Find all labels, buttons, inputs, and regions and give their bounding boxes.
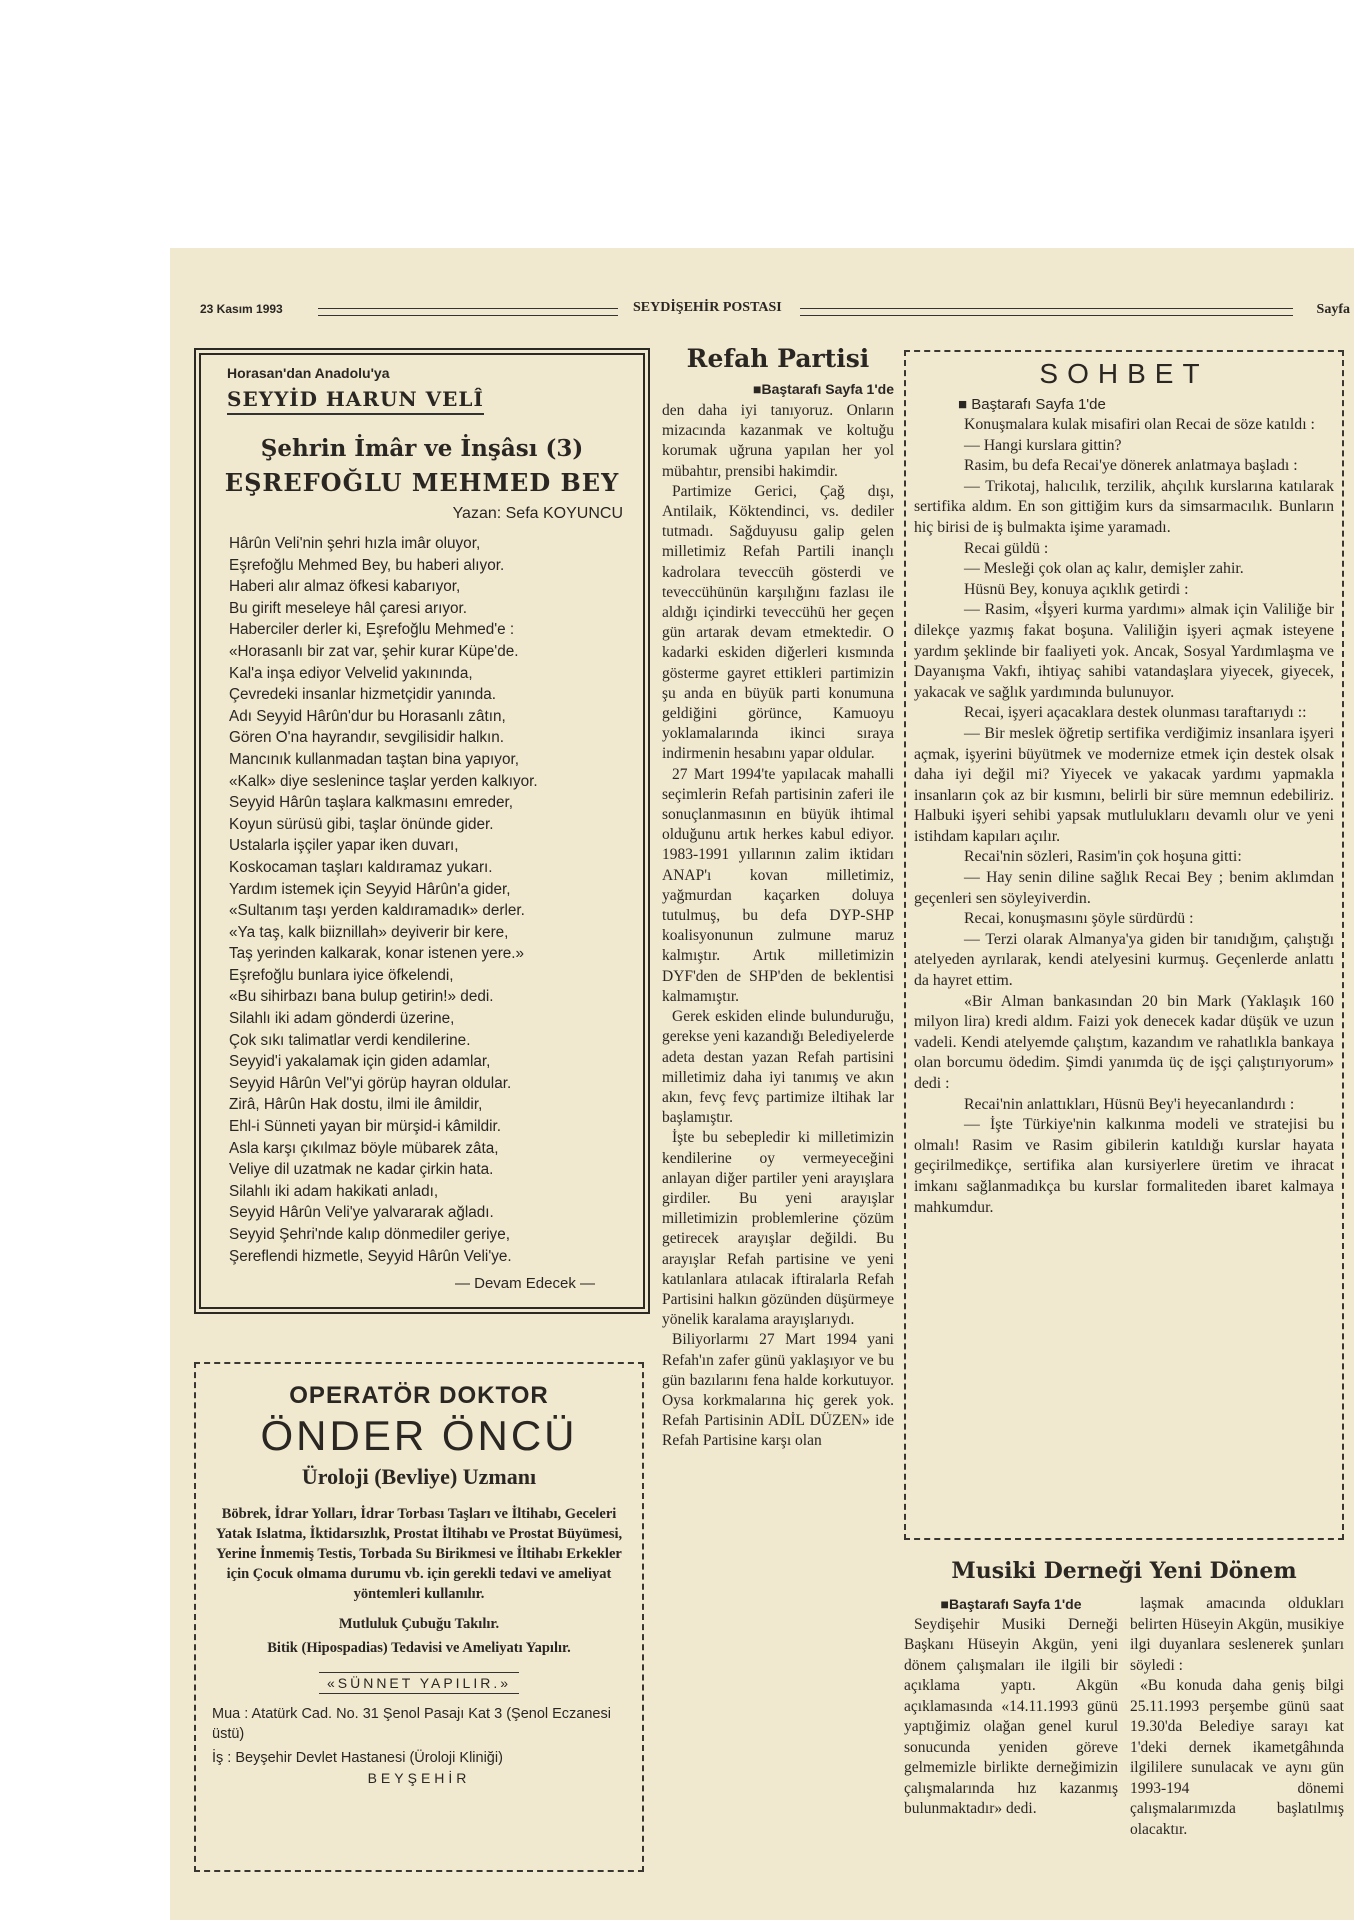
sohbet-paragraph: Recai'nin sözleri, Rasim'in çok hoşuna gitti: bbox=[964, 848, 1242, 866]
ad-services: Böbrek, İdrar Yolları, İdrar Torbası Taşları ve İltihabı, Geceleri Yatak Islatma, İktidarsızlık, Prostat İltihabı ve Prostat Büyümesi, Yerine İnmemiş Testis, Torbada Su Birikmesi ve İltihabı Erkekler için Çocuk olmama durumu vb. için gerekli tedavi ve ameliyat yöntemleri kullanılır. bbox=[215, 1506, 623, 1602]
poem-heading: SEYYİD HARUN VELÎ bbox=[227, 387, 484, 415]
poem-line: «Horasanlı bir zat var, şehir kurar Küpe'de. bbox=[229, 642, 519, 660]
refah-title: Refah Partisi bbox=[686, 344, 870, 373]
poem-line: Seyyid Hârûn Veli'ye yalvararak ağladı. bbox=[229, 1204, 494, 1222]
poem-line: «Kalk» diye seslenince taşlar yerden kalkıyor. bbox=[229, 772, 538, 790]
sohbet-paragraph: Recai güldü : bbox=[964, 539, 1049, 557]
sohbet-paragraph: — Hangi kurslara gittin? bbox=[964, 436, 1122, 454]
poem-line: «Sultanım taşı yerden kaldıramadık» derler. bbox=[229, 902, 525, 920]
ad-doctor-name: ÖNDER ÖNCÜ bbox=[260, 1412, 578, 1459]
poem-line: Koyun sürüsü gibi, taşlar önünde gider. bbox=[229, 815, 494, 833]
sohbet-title: SOHBET bbox=[1039, 358, 1209, 389]
poem-line: «Bu sihirbazı bana bulup getirin!» dedi. bbox=[229, 988, 494, 1006]
sohbet-paragraph: — Mesleği çok olan aç kalır, demişler zahir. bbox=[964, 560, 1244, 578]
refah-paragraph: den daha iyi tanıyoruz. Onların mizacında kazanmak ve koltuğu korumak uğruna yapılan her yol mübahtır, prensibi hakimdir. bbox=[662, 402, 894, 480]
refah-paragraph: İşte bu sebepledir ki milletimizin kendilerine oy vermeyeceğini anlayan diğer partiler yeni arayışlara girdiler. Bu yeni arayışlar milletimizin problemlerine çözüm getirecek arayışlar değildi. Bu arayışlar Refah partisine ve yeni katılanlara atılacak iftiralarla Refah Partisini halkın gözünden düşürmeye yönelik karalama arayışlarıydı. bbox=[662, 1129, 894, 1329]
sohbet-paragraph: Rasim, bu defa Recai'ye dönerek anlatmaya başladı : bbox=[964, 457, 1298, 475]
newspaper-title: SEYDİŞEHİR POSTASI bbox=[633, 300, 782, 315]
ad-sunnet: «SÜNNET YAPILIR.» bbox=[319, 1672, 519, 1694]
sohbet-paragraph: — Hay senin diline sağlık Recai Bey ; benim aklımdan geçenleri sen söyleyiverdin. bbox=[914, 869, 1334, 907]
poem-kicker: Horasan'dan Anadolu'ya bbox=[227, 365, 390, 381]
masthead-rule-left bbox=[318, 308, 618, 316]
sohbet-paragraph: Recai, konuşmasını şöyle sürdürdü : bbox=[964, 910, 1194, 928]
poem-line: Veliye dil uzatmak ne kadar çirkin hata. bbox=[229, 1161, 494, 1179]
poem-line: Seyyid Hârûn taşlara kalkmasını emreder, bbox=[229, 794, 513, 812]
masthead-rule-right bbox=[800, 308, 1293, 316]
poem-line: Eşrefoğlu Mehmed Bey, bu haberi alıyor. bbox=[229, 556, 505, 574]
masthead bbox=[200, 300, 1350, 320]
poem-line: Koskocaman taşları kaldıramaz yukarı. bbox=[229, 858, 493, 876]
musiki-title: Musiki Derneği Yeni Dönem bbox=[951, 1558, 1297, 1584]
poem-line: Ustalarla işçiler yapar iken duvarı, bbox=[229, 837, 459, 855]
sohbet-paragraph: — İşte Türkiye'nin kalkınma modeli ve stratejisi bu olmalı! Rasim ve Rasim gibilerin katıldığı kurslar hayata geçirilmedikçe, sertifika alan kursiyerlere üretim ve ihracat imkanı sağlanmadıkça bu kurslar formaliteden ibaret kalmaya mahkumdur. bbox=[914, 1116, 1334, 1216]
poem-lines bbox=[229, 533, 629, 1267]
sohbet-paragraph: Hüsnü Bey, konuya açıklık getirdi : bbox=[964, 580, 1189, 598]
poem-line: Eşrefoğlu bunlara iyice öfkelendi, bbox=[229, 966, 454, 984]
poem-subheading-2: EŞREFOĞLU MEHMED BEY bbox=[224, 468, 620, 497]
poem-line: Yardım istemek için Seyyid Hârûn'a gider, bbox=[229, 880, 511, 898]
poem-line: Bu girift meseleye hâl çaresi arıyor. bbox=[229, 599, 468, 617]
musiki-article bbox=[904, 1558, 1344, 1840]
ad-services-3: Bitik (Hipospadias) Tedavisi ve Ameliyatı Yapılır. bbox=[267, 1640, 571, 1656]
issue-date: 23 Kasım 1993 bbox=[200, 302, 283, 316]
sohbet-body bbox=[914, 415, 1334, 1218]
ad-address-1: Mua : Atatürk Cad. No. 31 Şenol Pasajı Kat 3 (Şenol Eczanesi üstü) bbox=[212, 1706, 611, 1742]
musiki-paragraph-3: «Bu konuda daha geniş bilgi 25.11.1993 perşembe günü saat 19.30'da Belediye sarayı kat 1'deki dernek ikametgâhında ilgililere sunulacak ve aynı gün 1993-194 dönemi çalışmalarımızda başlatılmış olacaktır. bbox=[1130, 1677, 1344, 1838]
refah-paragraph: Partimize Gerici, Çağ dışı, Antilaik, Köktendinci, vs. dediler tutmadı. Sağduyusu galip gelen milletimiz Refah Partili inançlı kadrolara teveccüh gösterdi ve teveccühünün karşılığını fazlası ile aldığı içindirki teveccühü her geçen gün artarak devam etmektedir. O kadarki eskiden diğerleri kısmında gösterme gayret ettikleri partimizin şu anda en büyük parti konumuna geldiğini görünce, Kamuoyu yoklamalarında ikinci sıraya indirmenin hesabını yapar oldular. bbox=[662, 482, 894, 763]
musiki-column-2 bbox=[1130, 1594, 1344, 1840]
poem-line: Ehl-i Sünneti yayan bir mürşid-i kâmildir. bbox=[229, 1118, 502, 1136]
ad-specialty: Üroloji (Bevliye) Uzmanı bbox=[301, 1464, 537, 1489]
musiki-paragraph-1: Seydişehir Musiki Derneği Başkanı Hüseyin Akgün, yeni dönem çalışmaları ile ilgili bir açıklama yaptı. Akgün açıklamasında «14.11.1993 günü yaptığimiz olağan genel kurul sonucunda yeniden göreve gelmemizle birlikte derneğimizin çalışmalarında hız kazanmış bulunmaktadır» dedi. bbox=[904, 1615, 1118, 1817]
sohbet-paragraph: — Bir meslek öğretip sertifika verdiğimiz insanlara işyeri açmak, işyerini büyütmek ve modernize etmek için destek olsak daha iyi değil mi? Yiyecek ve yakacak yardımı yapmakla insanların çok az bir kısmını, belirli bir süre memnun edebiliriz. Halbuki işyeri sehibi yapsak mutluluklarıı devamlı olur ve yeni istihdam kapıları açılır. bbox=[914, 724, 1334, 845]
poem-line: Kal'a inşa ediyor Velvelid yakınında, bbox=[229, 664, 473, 682]
ad-title: OPERATÖR DOKTOR bbox=[289, 1382, 549, 1409]
poem-article bbox=[194, 348, 650, 1314]
poem-line: Seyyid Şehri'nde kalıp dönmediler geriye, bbox=[229, 1226, 510, 1243]
poem-line: Seyyid'i yakalamak için giden adamlar, bbox=[229, 1053, 491, 1071]
ad-services-2: Mutluluk Çubuğu Takılır. bbox=[338, 1616, 500, 1632]
poem-line: Asla karşı çıkılmaz böyle mübarek zâta, bbox=[229, 1139, 499, 1157]
poem-line: Haberi alır almaz öfkesi kabarıyor, bbox=[229, 578, 461, 596]
poem-line: Gören O'na hayrandır, sevgilisidir halkın. bbox=[229, 729, 505, 747]
sohbet-paragraph: Recai, işyeri açacaklara destek olunması taraftarıydı :: bbox=[964, 704, 1307, 722]
poem-subheading: Şehrin İmâr ve İnşâsı (3) bbox=[260, 435, 584, 462]
refah-continued-from: ■Baştarafı Sayfa 1'de bbox=[753, 381, 894, 397]
sohbet-article bbox=[904, 350, 1344, 1540]
sohbet-paragraph: — Terzi olarak Almanya'ya giden bir tanıdığım, çalıştığı atelyeden ayrılarak, kendi atelyesini kurmuş. Geçenlerde anlattı da hayret ettim. bbox=[914, 930, 1334, 990]
musiki-continued-from: ■Baştarafı Sayfa 1'de bbox=[940, 1596, 1082, 1612]
sohbet-paragraph: Konuşmalara kulak misafiri olan Recai de söze katıldı : bbox=[964, 416, 1315, 433]
ad-city: BEYŞEHİR bbox=[367, 1770, 471, 1786]
doctor-advertisement bbox=[194, 1362, 644, 1872]
musiki-column-1 bbox=[904, 1594, 1118, 1840]
poem-line: «Ya taş, kalk biiznillah» deyiverir bir kere, bbox=[229, 923, 509, 941]
page-label: Sayfa bbox=[1316, 302, 1350, 317]
refah-body bbox=[662, 401, 894, 1452]
poem-continued: — Devam Edecek — bbox=[454, 1275, 595, 1293]
poem-line: Taş yerinden kalkarak, konar istenen yere.» bbox=[229, 945, 525, 963]
poem-line: Şereflendi hizmetle, Seyyid Hârûn Veli'ye. bbox=[229, 1247, 512, 1265]
poem-line: Çevredeki insanlar hizmetçidir yanında. bbox=[229, 686, 496, 704]
poem-byline: Yazan: Sefa KOYUNCU bbox=[452, 505, 623, 522]
sohbet-continued-from: ■ Baştarafı Sayfa 1'de bbox=[958, 396, 1106, 413]
newspaper-page bbox=[170, 248, 1354, 1920]
poem-line: Silahlı iki adam hakikati anladı, bbox=[229, 1182, 439, 1200]
poem-line: Zirâ, Hârûn Hak dostu, ilmi ile âmildir, bbox=[229, 1096, 483, 1114]
poem-line: Hârûn Veli'nin şehri hızla imâr oluyor, bbox=[229, 535, 481, 552]
sohbet-paragraph: — Rasim, «İşyeri kurma yardımı» almak için Valiliğe bir dilekçe yazmış fakat boşuna. Valiliğin işyeri açmak isteyene yardım şeklinde bir faaliyeti yok. Ancak, Sosyal Yardımlaşma ve Dayanışma Vakfı, ihtiyaç sahibi vatandaşlara yiyecek, giyecek, yakacak ve sağlık yardımında bulunuyor. bbox=[914, 601, 1334, 701]
ad-address-2: İş : Beyşehir Devlet Hastanesi (Üroloji Kliniği) bbox=[212, 1750, 503, 1766]
poem-line: Haberciler derler ki, Eşrefoğlu Mehmed'e : bbox=[229, 621, 515, 639]
musiki-paragraph-2: laşmak amacında oldukları belirten Hüseyin Akgün, musikiye ilgi duyanlara seslenerek şunları söyledi : bbox=[1130, 1595, 1344, 1674]
refah-paragraph: Biliyorlarmı 27 Mart 1994 yani Refah'ın zafer günü yaklaşıyor ve bu gün bazılarını fena halde korkutuyor. Oysa korkmalarına hiç gerek yok. Refah Partisinin ADİL DÜZEN» ide Refah Partisine karşı olan bbox=[662, 1331, 894, 1450]
sohbet-paragraph: — Trikotaj, halıcılık, terzilik, ahçılık kurslarına katılarak sertifika aldım. En son gittiğim kurs da simsarmacılık. Bunların hiç birisi de iş bulmakta işime yaramadı. bbox=[914, 477, 1334, 536]
poem-line: Seyyid Hârûn Vel''yi görüp hayran oldular. bbox=[229, 1074, 512, 1092]
poem-line: Mancınık kullanmadan taştan bina yapıyor, bbox=[229, 750, 519, 768]
poem-line: Silahlı iki adam gönderdi üzerine, bbox=[229, 1010, 455, 1028]
poem-line: Çok sıkı talimatlar verdi kendilerine. bbox=[229, 1031, 471, 1049]
refah-article bbox=[662, 344, 894, 1452]
sohbet-paragraph: Recai'nin anlattıkları, Hüsnü Bey'i heyecanlandırdı : bbox=[964, 1095, 1295, 1113]
refah-paragraph: Gerek eskiden elinde bulunduruğu, gerekse yeni kazandığı Belediyelerde adeta destan yazan Refah partisini milletimiz daha iyi tanımış ve akın akın, fevç fevç partimize iltihak lar başlamıştır. bbox=[662, 1008, 894, 1127]
poem-line: Adı Seyyid Hârûn'dur bu Horasanlı zâtın, bbox=[229, 707, 506, 725]
refah-paragraph: 27 Mart 1994'te yapılacak mahalli seçimlerin Refah partisinin zaferi ile sonuçlanmasının en büyük ihtimal olduğunu artık herkes kabul ediyor. 1983-1991 yıllarının zalim iktidarı ANAP'ı kovan milletimiz, yağmurdan kaçarken doluya tutulmuş, bu defa DYP-SHP koalisyonunun zulmune maruz kalmıştır. Artık milletimizin DYF'den de SHP'den de beklentisi kalmamıştır. bbox=[662, 765, 894, 1005]
sohbet-paragraph: «Bir Alman bankasından 20 bin Mark (Yaklaşık 160 milyon lira) kredi aldım. Faizi yok denecek kadar düşük ve uzun vadeli. Kendi atelyemde çalıştım, kazandım ve rahatlıkla bankaya olan borcumu ödedim. Şimdi yanımda üç de işçi çalıştırıyorum» dedi : bbox=[914, 992, 1334, 1092]
